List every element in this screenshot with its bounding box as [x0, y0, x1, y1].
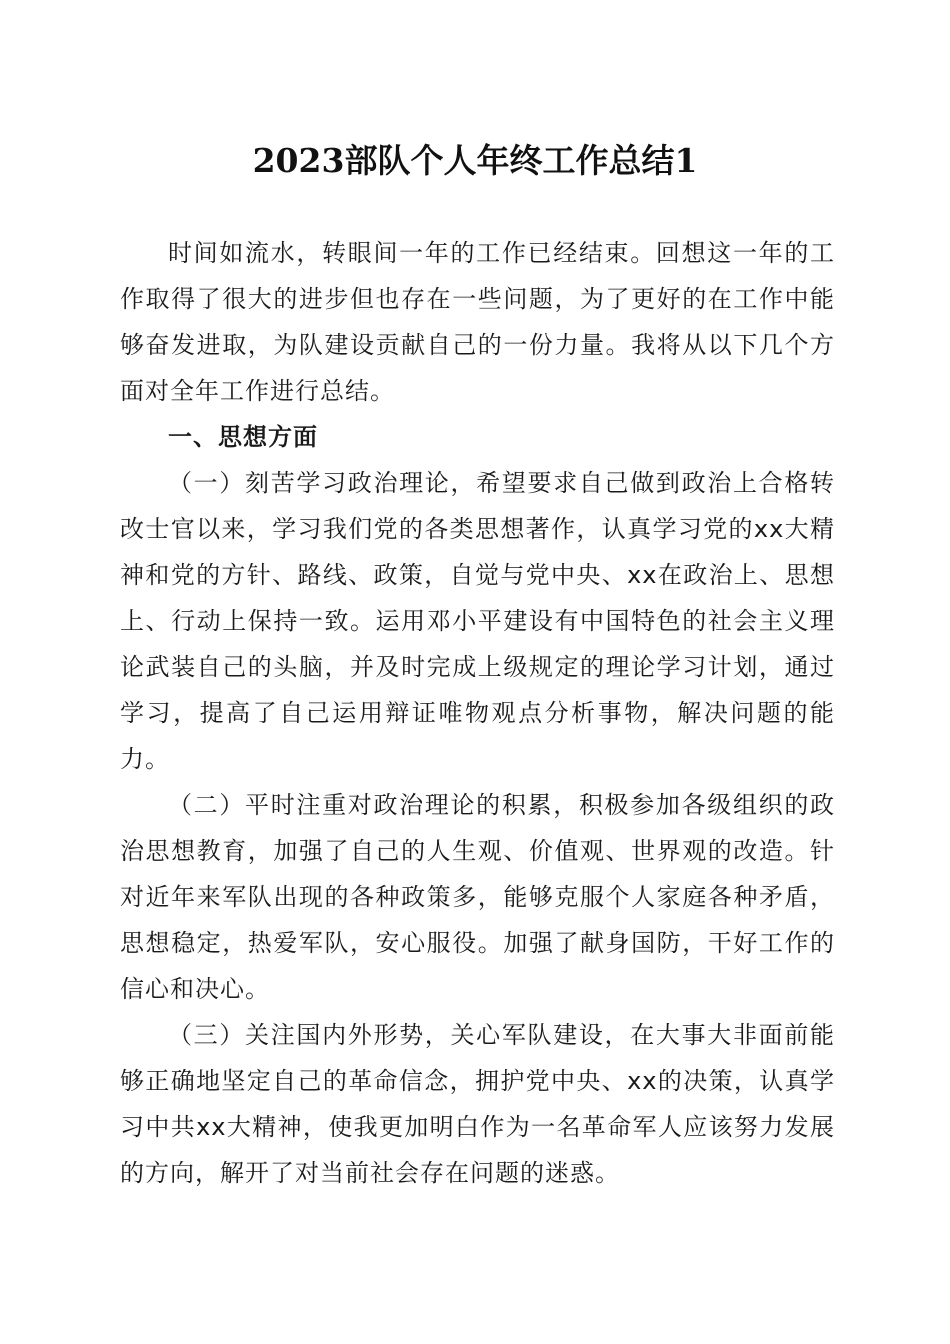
paragraph-2: （二）平时注重对政治理论的积累，积极参加各级组织的政治思想教育，加强了自己的人生观、价值观、世界观的改造。针对近年来军队出现的各种政策多，能够克服个人家庭各种矛盾，思想稳定，热爱军队，安心服役。加强了献身国防，干好工作的信心和决心。 [120, 791, 835, 1003]
paragraph-1: （一）刻苦学习政治理论，希望要求自己做到政治上合格转改士官以来，学习我们党的各类思想著作，认真学习党的xx大精神和党的方针、路线、政策，自觉与党中央、xx在政治上、思想上、行动上保持一致。运用邓小平建设有中国特色的社会主义理论武装自己的头脑，并及时完成上级规定的理论学习计划，通过学习，提高了自己运用辩证唯物观点分析事物，解决问题的能力。 [120, 469, 835, 773]
intro-paragraph: 时间如流水，转眼间一年的工作已经结束。回想这一年的工作取得了很大的进步但也存在一些问题，为了更好的在工作中能够奋发进取，为队建设贡献自己的一份力量。我将从以下几个方面对全年工作进行总结。 [120, 239, 835, 405]
document-title: 2023部队个人年终工作总结1 [252, 141, 698, 180]
section-heading-thought: 一、思想方面 [168, 423, 318, 451]
paragraph-3: （三）关注国内外形势，关心军队建设，在大事大非面前能够正确地坚定自己的革命信念，拥护党中央、xx的决策，认真学习中共xx大精神，使我更加明白作为一名革命军人应该努力发展的方向，解开了对当前社会存在问题的迷惑。 [120, 1021, 835, 1187]
document-body [120, 230, 835, 1196]
